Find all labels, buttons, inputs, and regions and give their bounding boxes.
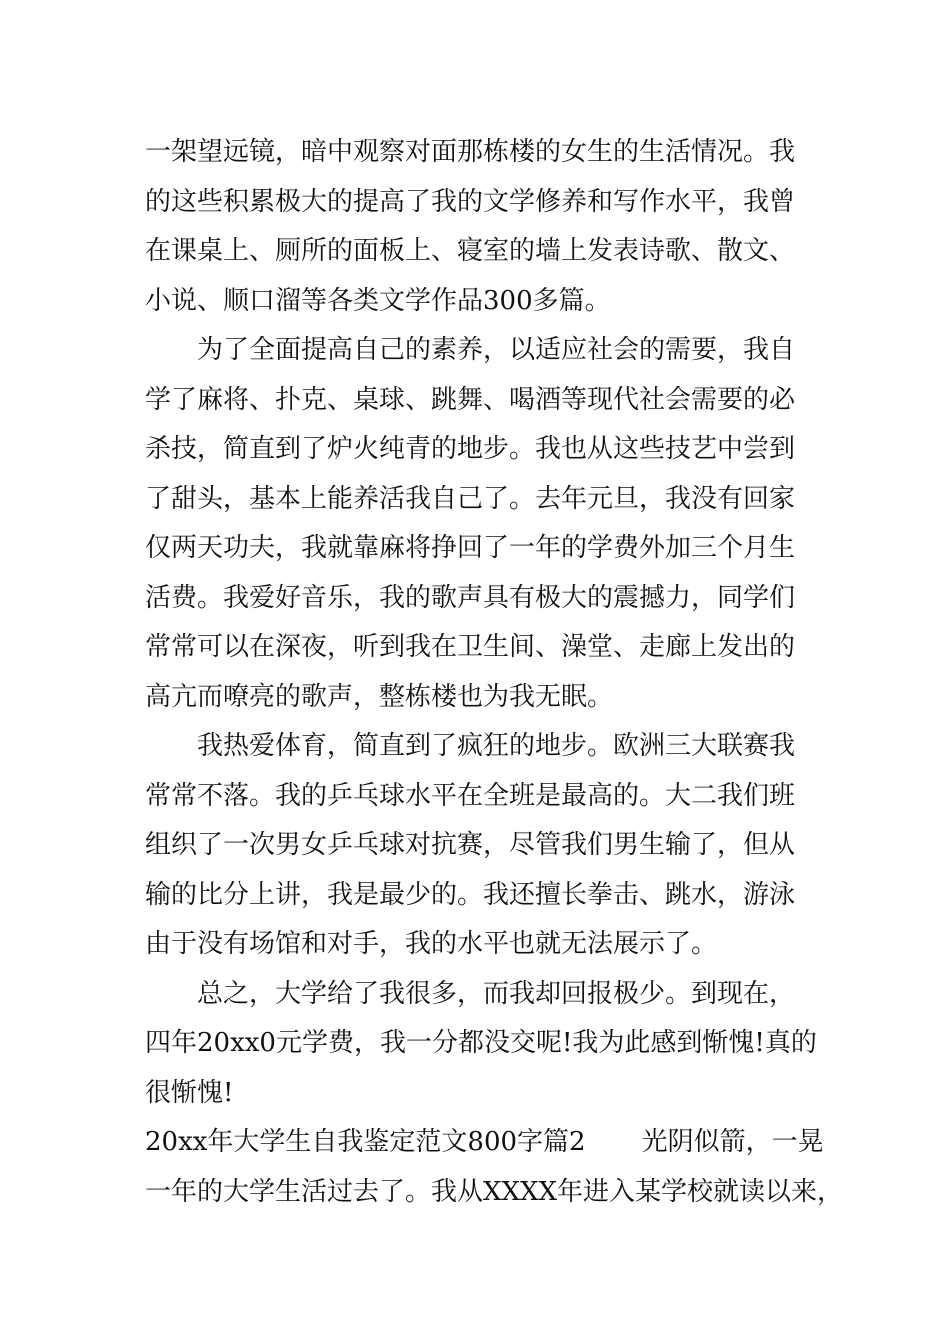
document-body (145, 128, 844, 1217)
text-line: 小说、顺口溜等各类文学作品300多篇。 (145, 285, 611, 316)
text-line: 组织了一次男女乒乓球对抗赛，尽管我们男生输了，但从 (145, 830, 796, 860)
text-line: 高亢而嘹亮的歌声，整栋楼也为我无眠。 (145, 681, 614, 712)
text-line: 四年20xx0元学费，我一分都没交呢!我为此感到惭愧!真的 (145, 1028, 817, 1058)
paragraph-3 (145, 722, 815, 970)
paragraph-4 (145, 970, 815, 1119)
text-line: 了甜头，基本上能养活我自己了。去年元旦，我没有回家 (145, 483, 796, 514)
text-line: 一年的大学生活过去了。我从XXXX年进入某学校就读以来， (145, 1176, 844, 1207)
section-heading-line (145, 1118, 844, 1217)
text-line: 我热爱体育，简直到了疯狂的地步。欧洲三大联赛我 (197, 731, 796, 761)
text-line: 总之，大学给了我很多，而我却回报极少。到现在， (197, 978, 796, 1009)
text-line: 杀技，简直到了炉火纯青的地步。我也从这些技艺中尝到 (145, 434, 796, 464)
text-line: 输的比分上讲，我是最少的。我还擅长拳击、跳水，游泳 (145, 879, 796, 910)
text-line: 由于没有场馆和对手，我的水平也就无法展示了。 (145, 929, 718, 959)
text-line: 为了全面提高自己的素养，以适应社会的需要，我自 (197, 335, 796, 365)
paragraph-1 (145, 128, 815, 326)
text-line: 在课桌上、厕所的面板上、寝室的墙上发表诗歌、散文、 (145, 236, 796, 266)
text-line: 一架望远镜，暗中观察对面那栋楼的女生的生活情况。我 (145, 137, 796, 167)
text-line: 很惭愧! (145, 1077, 234, 1108)
paragraph-2 (145, 326, 815, 722)
text-line: 常常不落。我的乒乓球水平在全班是最高的。大二我们班 (145, 780, 796, 811)
text-line: 常常可以在深夜，听到我在卫生间、澡堂、走廊上发出的 (145, 632, 796, 662)
text-line: 仅两天功夫，我就靠麻将挣回了一年的学费外加三个月生 (145, 533, 796, 563)
text-line: 活费。我爱好音乐，我的歌声具有极大的震撼力，同学们 (145, 582, 796, 613)
heading-continuation: 光阴似箭，一晃 (641, 1127, 824, 1157)
text-line: 的这些积累极大的提高了我的文学修养和写作水平，我曾 (145, 186, 796, 217)
text-line: 学了麻将、扑克、桌球、跳舞、喝酒等现代社会需要的必 (145, 384, 796, 415)
section-title: 20xx年大学生自我鉴定范文800字篇2 (145, 1127, 586, 1157)
heading-line (145, 1118, 824, 1168)
